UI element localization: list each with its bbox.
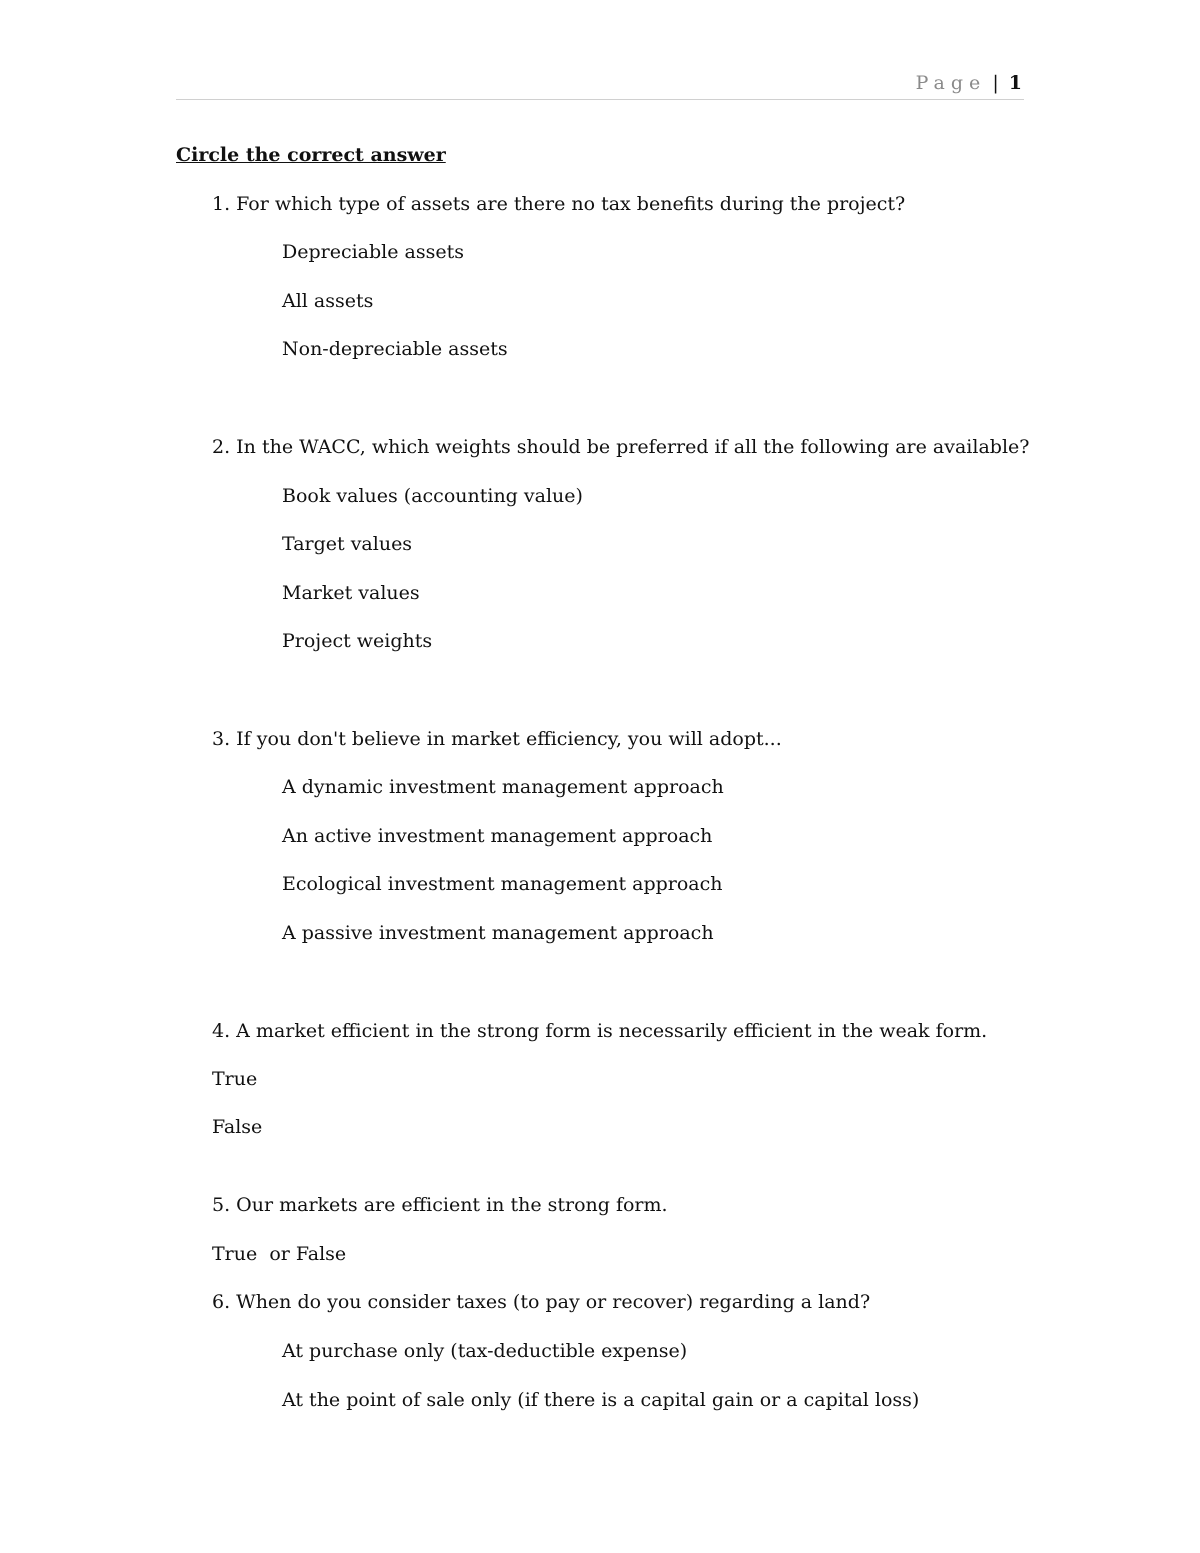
question-2-option-1: Book values (accounting value) [282,485,583,507]
question-3-option-1: A dynamic investment management approach [282,776,724,798]
page-indicator [916,72,1022,94]
page-title: Circle the correct answer [176,144,446,166]
page-separator: | [992,72,999,94]
question-2-option-4: Project weights [282,630,433,652]
question-5: 5. Our markets are efficient in the strong form. [212,1194,668,1216]
question-1-option-3: Non-depreciable assets [282,338,508,360]
page-number: 1 [1008,72,1022,94]
question-3: 3. If you don't believe in market efficiency, you will adopt... [212,728,782,750]
question-2-option-3: Market values [282,582,420,604]
question-2-option-2: Target values [282,533,413,555]
question-4-option-1: True [212,1068,258,1090]
question-6-option-1: At purchase only (tax-deductible expense) [282,1340,688,1362]
question-4: 4. A market efficient in the strong form is necessarily efficient in the weak form. [212,1020,988,1042]
question-6-option-2: At the point of sale only (if there is a capital gain or a capital loss) [282,1389,920,1411]
question-2: 2. In the WACC, which weights should be preferred if all the following are available? [212,436,1030,458]
page-label: Page [915,72,987,94]
question-4-option-2: False [212,1116,263,1138]
question-5-option-1: True or False [212,1243,347,1265]
question-3-option-2: An active investment management approach [282,825,713,847]
question-1-option-2: All assets [282,290,374,312]
question-1-option-1: Depreciable assets [282,241,464,263]
question-3-option-4: A passive investment management approach [282,922,714,944]
question-1: 1. For which type of assets are there no tax benefits during the project? [212,193,906,215]
page-header [176,72,1024,100]
question-6: 6. When do you consider taxes (to pay or recover) regarding a land? [212,1291,871,1313]
question-3-option-3: Ecological investment management approach [282,873,723,895]
